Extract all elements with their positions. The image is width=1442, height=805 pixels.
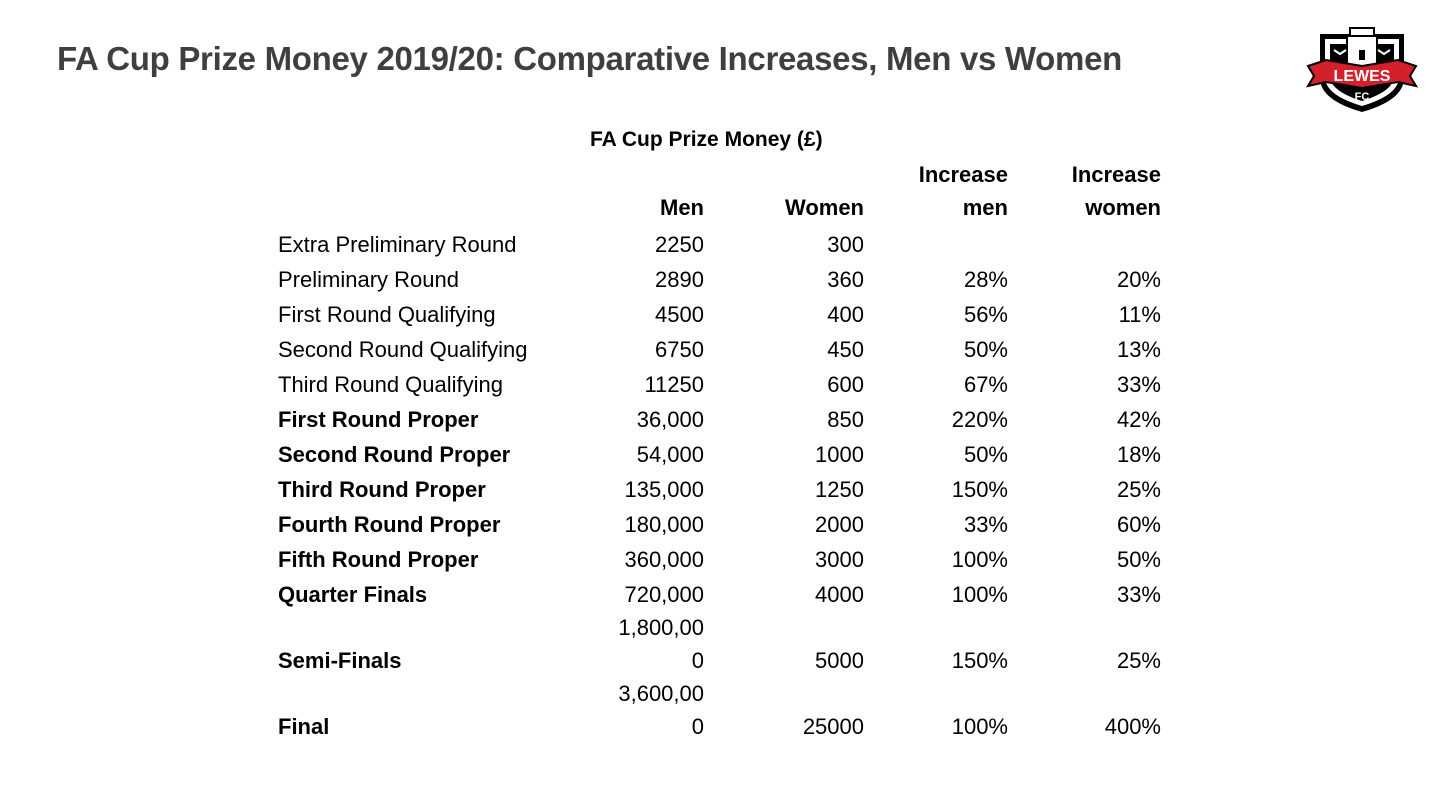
increase-women: 25%	[1116, 477, 1161, 502]
increase-women: 60%	[1116, 512, 1161, 537]
increase-men: 100%	[951, 714, 1008, 739]
round-name: First Round Proper	[278, 407, 479, 432]
increase-men: 28%	[963, 267, 1008, 292]
round-name: Third Round Proper	[278, 477, 486, 502]
round-name: Extra Preliminary Round	[278, 232, 517, 257]
women-prize: 25000	[802, 714, 864, 739]
header-round	[270, 158, 608, 226]
round-name: Second Round Proper	[278, 442, 511, 467]
increase-women: 13%	[1116, 337, 1161, 362]
women-prize: 600	[827, 372, 864, 397]
table-caption: FA Cup Prize Money (£)	[590, 128, 823, 151]
round-name: Semi-Finals	[278, 648, 402, 673]
table-row	[270, 331, 1161, 366]
increase-men: 50%	[963, 442, 1008, 467]
men-prize: 54,000	[636, 442, 704, 467]
slide-title: FA Cup Prize Money 2019/20: Comparative Increases, Men vs Women	[57, 40, 1122, 77]
round-name: Fourth Round Proper	[278, 512, 501, 537]
header-men: Men	[660, 195, 704, 220]
table-row	[270, 261, 1161, 296]
men-prize: 11250	[644, 372, 704, 397]
women-prize: 300	[827, 232, 864, 257]
increase-men: 150%	[951, 477, 1008, 502]
table-row	[270, 611, 1161, 677]
table-row	[270, 677, 1161, 743]
increase-men: 33%	[963, 512, 1008, 537]
table-row	[270, 541, 1161, 576]
header-women: Women	[784, 195, 864, 220]
women-prize: 1250	[815, 477, 864, 502]
men-prize-line2: 0	[691, 714, 704, 739]
table-row	[270, 436, 1161, 471]
increase-women: 400%	[1104, 714, 1161, 739]
women-prize: 850	[827, 407, 864, 432]
round-name: Final	[278, 714, 330, 739]
lewes-fc-logo	[1306, 20, 1418, 114]
women-prize: 360	[827, 267, 864, 292]
women-prize: 4000	[815, 582, 864, 607]
header-increase-men-line2: men	[962, 195, 1008, 220]
logo-text-bottom: FC	[1354, 91, 1370, 103]
increase-men: 100%	[951, 547, 1008, 572]
round-name: Second Round Qualifying	[278, 337, 528, 362]
increase-men	[864, 226, 1008, 261]
round-name: First Round Qualifying	[278, 302, 496, 327]
men-prize: 4500	[655, 302, 704, 327]
table-row	[270, 366, 1161, 401]
increase-women: 18%	[1116, 442, 1161, 467]
increase-women: 42%	[1116, 407, 1161, 432]
increase-men: 67%	[963, 372, 1008, 397]
round-name: Third Round Qualifying	[278, 372, 504, 397]
round-name: Preliminary Round	[278, 267, 459, 292]
men-prize: 2250	[655, 232, 704, 257]
increase-men: 150%	[951, 648, 1008, 673]
increase-women: 11%	[1118, 302, 1161, 327]
men-prize	[608, 677, 704, 743]
men-prize	[608, 611, 704, 677]
header-increase-men	[864, 158, 1008, 226]
round-name: Quarter Finals	[278, 582, 428, 607]
table-row	[270, 506, 1161, 541]
men-prize: 360,000	[624, 547, 704, 572]
men-prize-line2: 0	[691, 648, 704, 673]
increase-men: 100%	[951, 582, 1008, 607]
women-prize: 5000	[815, 648, 864, 673]
men-prize-line1: 3,600,00	[618, 681, 704, 706]
table-row	[270, 576, 1161, 611]
men-prize-line1: 1,800,00	[618, 615, 704, 640]
increase-men: 50%	[963, 337, 1008, 362]
women-prize: 2000	[815, 512, 864, 537]
women-prize: 3000	[815, 547, 864, 572]
prize-money-table	[270, 158, 1161, 743]
header-increase-men-line1: Increase	[918, 162, 1008, 187]
men-prize: 135,000	[624, 477, 704, 502]
men-prize: 6750	[655, 337, 704, 362]
table-row	[270, 296, 1161, 331]
header-increase-women-line2: women	[1085, 195, 1161, 220]
header-increase-women	[1008, 158, 1161, 226]
men-prize: 180,000	[624, 512, 704, 537]
table-row	[270, 401, 1161, 436]
increase-women: 25%	[1116, 648, 1161, 673]
increase-women	[1008, 226, 1161, 261]
increase-women: 50%	[1116, 547, 1161, 572]
increase-women: 33%	[1116, 372, 1161, 397]
table-row	[270, 471, 1161, 506]
women-prize: 1000	[815, 442, 864, 467]
round-name: Fifth Round Proper	[278, 547, 479, 572]
increase-men: 56%	[963, 302, 1008, 327]
increase-men: 220%	[951, 407, 1008, 432]
table-row	[270, 226, 1161, 261]
increase-women: 20%	[1116, 267, 1161, 292]
header-increase-women-line1: Increase	[1071, 162, 1161, 187]
table-header-row	[270, 158, 1161, 226]
logo-text-top: LEWES	[1333, 68, 1391, 85]
women-prize: 400	[827, 302, 864, 327]
men-prize: 2890	[655, 267, 704, 292]
men-prize: 720,000	[624, 582, 704, 607]
women-prize: 450	[827, 337, 864, 362]
increase-women: 33%	[1116, 582, 1161, 607]
men-prize: 36,000	[636, 407, 704, 432]
